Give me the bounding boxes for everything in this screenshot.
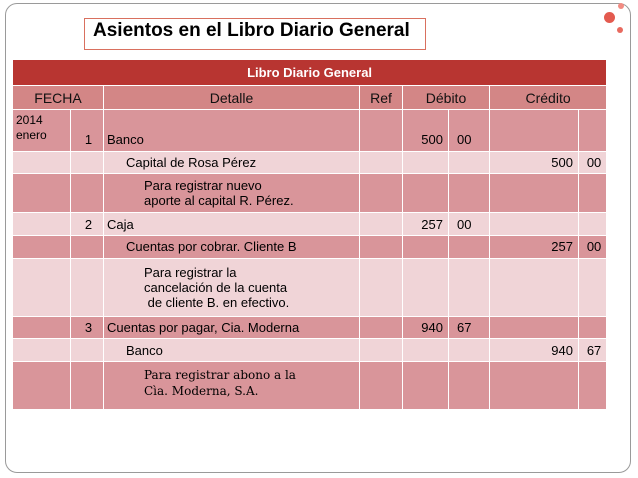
entry-description (104, 258, 360, 316)
credit-decimal: 00 (579, 236, 607, 259)
credit-integer (490, 213, 579, 236)
credit-integer (490, 362, 579, 410)
description-line: de cliente B. en efectivo. (144, 295, 290, 311)
ref-cell (360, 236, 403, 259)
debit-integer (403, 173, 449, 213)
entry-detail: Banco (104, 339, 360, 362)
date-cell (13, 236, 71, 259)
description-line: cancelación de la cuenta (144, 280, 288, 296)
entry-number (71, 236, 104, 259)
ref-cell (360, 339, 403, 362)
table-row (13, 317, 607, 339)
debit-decimal: 00 (449, 213, 490, 236)
credit-decimal (579, 213, 607, 236)
entry-number (71, 339, 104, 362)
debit-decimal (449, 258, 490, 316)
entry-number (71, 258, 104, 316)
date-cell (13, 258, 71, 316)
ref-cell (360, 362, 403, 410)
ref-cell (360, 151, 403, 173)
date-cell (13, 173, 71, 213)
debit-integer (403, 339, 449, 362)
credit-decimal (579, 362, 607, 410)
date-cell (13, 109, 71, 151)
table-row (13, 236, 607, 259)
decorative-dot-small (617, 27, 623, 33)
date-cell (13, 213, 71, 236)
credit-decimal (579, 109, 607, 151)
entry-number: 2 (71, 213, 104, 236)
ref-cell (360, 213, 403, 236)
description-line: Para registrar la (144, 265, 237, 281)
credit-decimal (579, 173, 607, 213)
description-line: aporte al capital R. Pérez. (144, 192, 294, 208)
ref-cell (360, 173, 403, 213)
journal-table (12, 59, 607, 410)
entry-description (104, 362, 360, 410)
debit-decimal (449, 173, 490, 213)
table-row (13, 173, 607, 213)
table-row (13, 362, 607, 410)
date-month: enero (16, 127, 47, 142)
credit-integer (490, 173, 579, 213)
description-line: Cìa. Moderna, S.A. (144, 384, 259, 399)
header-debito: Débito (403, 86, 490, 110)
credit-decimal: 00 (579, 151, 607, 173)
debit-integer: 257 (403, 213, 449, 236)
credit-integer (490, 258, 579, 316)
date-cell (13, 362, 71, 410)
header-detalle: Detalle (104, 86, 360, 110)
header-credito: Crédito (490, 86, 607, 110)
entry-number (71, 151, 104, 173)
header-fecha: FECHA (13, 86, 104, 110)
debit-decimal (449, 236, 490, 259)
debit-integer (403, 258, 449, 316)
date-year: 2014 (16, 112, 43, 127)
credit-decimal: 67 (579, 339, 607, 362)
ref-cell (360, 258, 403, 316)
entry-detail: Cuentas por pagar, Cia. Moderna (104, 317, 360, 339)
entry-detail: Caja (104, 213, 360, 236)
debit-decimal (449, 339, 490, 362)
slide-title: Asientos en el Libro Diario General (84, 18, 426, 50)
debit-integer (403, 362, 449, 410)
date-cell (13, 317, 71, 339)
entry-detail: Capital de Rosa Pérez (104, 151, 360, 173)
header-ref: Ref (360, 86, 403, 110)
table-row (13, 339, 607, 362)
entry-number: 3 (71, 317, 104, 339)
debit-decimal: 67 (449, 317, 490, 339)
credit-integer: 500 (490, 151, 579, 173)
ref-cell (360, 317, 403, 339)
date-cell (13, 339, 71, 362)
journal-title: Libro Diario General (13, 60, 607, 86)
debit-integer: 940 (403, 317, 449, 339)
decorative-dot-large (604, 12, 615, 23)
credit-decimal (579, 258, 607, 316)
table-row (13, 258, 607, 316)
debit-decimal (449, 362, 490, 410)
header-row (13, 86, 607, 110)
journal-title-row (13, 60, 607, 86)
debit-decimal: 00 (449, 109, 490, 151)
decorative-dot-small (618, 3, 624, 9)
credit-decimal (579, 317, 607, 339)
entry-number (71, 362, 104, 410)
entry-number (71, 173, 104, 213)
entry-detail: Cuentas por cobrar. Cliente B (104, 236, 360, 259)
debit-integer (403, 151, 449, 173)
date-cell (13, 151, 71, 173)
table-row (13, 213, 607, 236)
entry-description (104, 173, 360, 213)
credit-integer: 257 (490, 236, 579, 259)
description-line: Para registrar abono a la (144, 368, 296, 383)
entry-number: 1 (71, 109, 104, 151)
entry-detail: Banco (104, 109, 360, 151)
debit-integer: 500 (403, 109, 449, 151)
ref-cell (360, 109, 403, 151)
debit-decimal (449, 151, 490, 173)
table-row (13, 151, 607, 173)
credit-integer: 940 (490, 339, 579, 362)
table-row (13, 109, 607, 151)
credit-integer (490, 109, 579, 151)
description-line: Para registrar nuevo (144, 177, 262, 193)
credit-integer (490, 317, 579, 339)
debit-integer (403, 236, 449, 259)
